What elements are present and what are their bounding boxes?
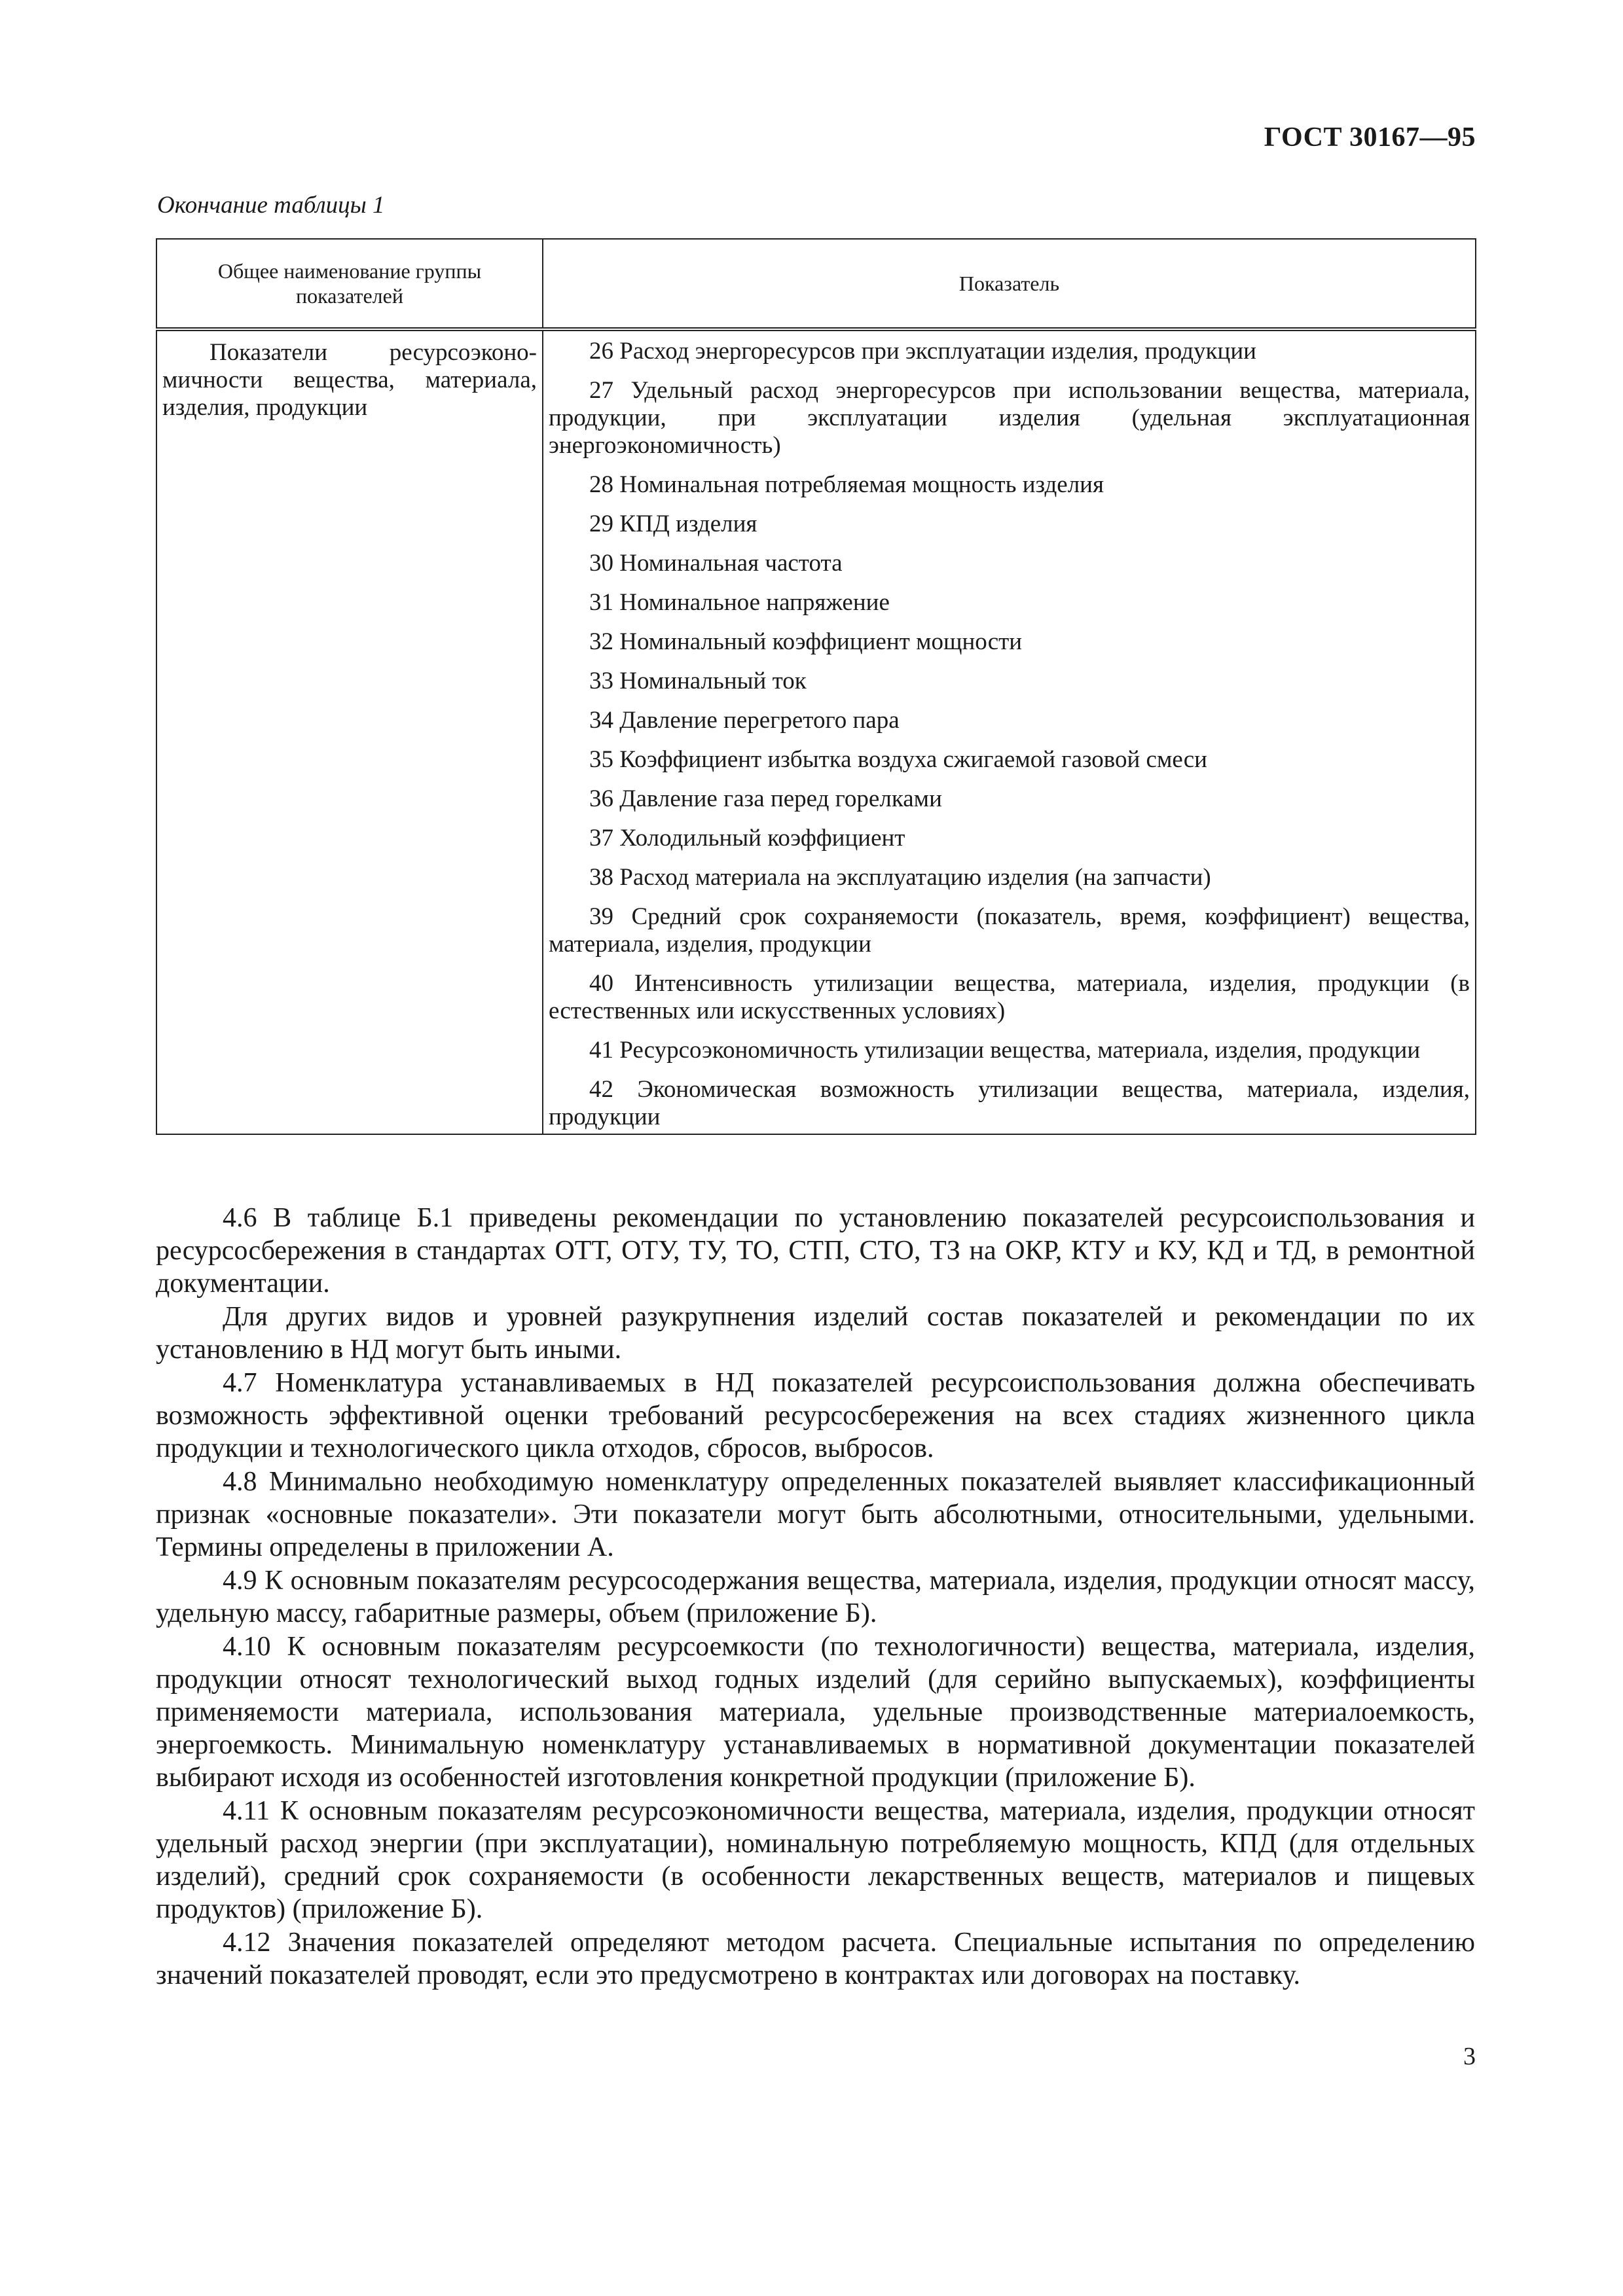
paragraph-4-11: 4.11 К основным показателям ресурсоэкономичности вещества, материала, изделия, продукции относят удельный расход энергии (при эксплуатации), номинальную потребляемую мощность, КПД (для отдельных изделий), средний срок сохраняемости (в особенности лекарственных веществ, материалов и пищевых продуктов) (приложение Б). — [156, 1796, 1475, 1924]
indicators-table — [156, 238, 1476, 1135]
paragraph-4-10: 4.10 К основным показателям ресурсоемкости (по технологичности) вещества, материала, изделия, продукции относят технологический выход годных изделий (для серийно выпускаемых), коэффициенты применяемости материала, использования материала, удельные производственные материалоемкость, энергоемкость. Минимальную номенклатуру устанавливаемых в нормативной документации показателей выбирают исходя из особенностей изготовления конкретной продукции (приложение Б). — [156, 1632, 1475, 1793]
indicator-item: 37 Холодильный коэффициент — [589, 825, 905, 852]
table-caption: Окончание таблицы 1 — [157, 192, 385, 219]
paragraph-4-12: 4.12 Значения показателей определяют методом расчета. Специальные испытания по определению значений показателей проводят, если это предусмотрено в контрактах или договорах на поставку. — [156, 1928, 1475, 1990]
paragraph-4-8: 4.8 Минимально необходимую номенклатуру определенных показателей выявляет классификационный признак «основные показатели». Эти показатели могут быть абсолютными, относительными, удельными. Термины определены в приложении А. — [156, 1467, 1475, 1562]
standard-code: ГОСТ 30167—95 — [1264, 122, 1476, 152]
indicator-item: 34 Давление перегретого пара — [589, 707, 900, 734]
indicator-item: 31 Номинальное напряжение — [589, 589, 890, 616]
paragraph-4-9: 4.9 К основным показателям ресурсосодержания вещества, материала, изделия, продукции относят массу, удельную массу, габаритные размеры, объем (приложение Б). — [156, 1566, 1475, 1628]
indicator-cell — [543, 329, 1476, 1134]
table-header-row — [156, 239, 1476, 329]
column-header-group: Общее наименование группы показателей — [156, 239, 543, 329]
indicator-item: 30 Номинальная частота — [589, 550, 843, 577]
indicator-item: 35 Коэффициент избытка воздуха сжигаемой газовой смеси — [589, 746, 1207, 773]
group-cell — [156, 329, 543, 1134]
indicator-item: 27 Удельный расход энергоресурсов при использовании вещества, материала, продукции, при эксплуатации изделия (удельная эксплуатационная энергоэкономичность) — [549, 377, 1470, 459]
indicator-item: 38 Расход материала на эксплуатацию изделия (на запчасти) — [589, 864, 1211, 891]
indicator-item: 26 Расход энергоресурсов при эксплуатации изделия, продукции — [589, 338, 1256, 365]
paragraph-4-7: 4.7 Номенклатура устанавливаемых в НД показателей ресурсоиспользования должна обеспечивать возможность эффективной оценки требований ресурсосбережения на всех стадиях жизненного цикла продукции и технологического цикла отходов, сбросов, выбросов. — [156, 1368, 1475, 1463]
paragraph-4-6: 4.6 В таблице Б.1 приведены рекомендации по установлению показателей ресурсоиспользования и ресурсосбережения в стандартах ОТТ, ОТУ, ТУ, ТО, СТП, СТО, ТЗ на ОКР, КТУ и КУ, КД и ТД, в ремонтной документации. — [156, 1203, 1475, 1299]
group-name: Показатели ресурсоэкономичности вещества, материала, изделия, продукции — [162, 339, 537, 421]
paragraph-4-6-note: Для других видов и уровней разукрупнения изделий состав показателей и рекомендации по их установлению в НД могут быть иными. — [156, 1302, 1475, 1365]
indicator-item: 33 Номинальный ток — [589, 668, 807, 694]
indicator-item: 39 Средний срок сохраняемости (показатель, время, коэффициент) вещества, материала, изделия, продукции — [549, 903, 1470, 958]
page-number: 3 — [1463, 2043, 1476, 2070]
indicator-list — [543, 331, 1475, 1134]
body-text — [156, 1202, 1475, 1992]
indicator-item: 28 Номинальная потребляемая мощность изделия — [589, 471, 1104, 498]
column-header-indicator: Показатель — [543, 239, 1476, 329]
indicator-item: 42 Экономическая возможность утилизации вещества, материала, изделия, продукции — [549, 1076, 1470, 1130]
indicator-item: 41 Ресурсоэкономичность утилизации вещества, материала, изделия, продукции — [589, 1037, 1421, 1064]
indicator-item: 32 Номинальный коэффициент мощности — [589, 628, 1023, 655]
indicator-item: 29 КПД изделия — [589, 511, 757, 537]
indicator-item: 36 Давление газа перед горелками — [589, 785, 942, 812]
table-row — [156, 329, 1476, 1134]
indicator-item: 40 Интенсивность утилизации вещества, материала, изделия, продукции (в естественных или искусственных условиях) — [549, 970, 1470, 1024]
